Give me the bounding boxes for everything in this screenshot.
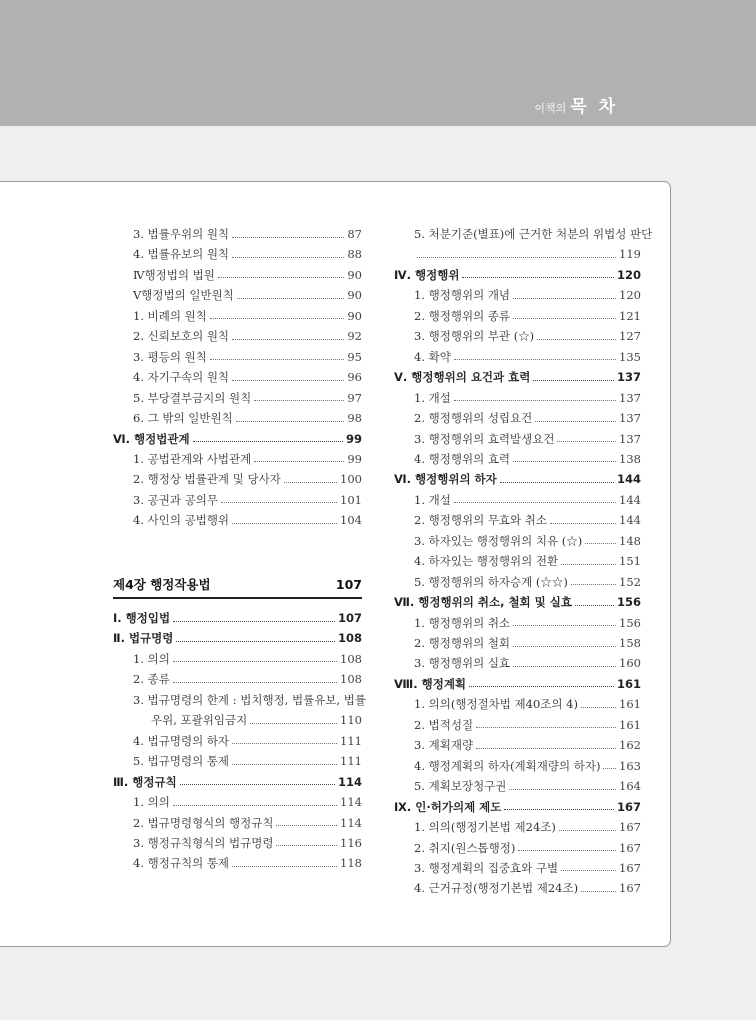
toc-dot-leader bbox=[469, 686, 614, 687]
toc-entry bbox=[113, 649, 362, 669]
toc-entry bbox=[113, 367, 362, 387]
toc-entry-page: 110 bbox=[340, 713, 362, 728]
toc-entry-label: 1. 의의 bbox=[133, 795, 170, 810]
toc-entry bbox=[394, 551, 641, 571]
toc-entry-label: 우위, 포괄위임금지 bbox=[151, 713, 248, 728]
toc-dot-leader bbox=[513, 666, 616, 667]
toc-entry-page: 167 bbox=[619, 820, 641, 835]
toc-entry-label: 5. 계획보장청구권 bbox=[414, 779, 507, 794]
toc-entry bbox=[394, 613, 641, 633]
toc-dot-leader bbox=[535, 421, 616, 422]
toc-entry-page: 167 bbox=[616, 799, 641, 814]
toc-entry bbox=[394, 858, 641, 878]
toc-entry-page: 137 bbox=[619, 411, 641, 426]
toc-entry-label: Ⅳ행정법의 법원 bbox=[133, 267, 215, 282]
toc-entry-label: Ⅶ. 행정행위의 취소, 철회 및 실효 bbox=[394, 595, 572, 610]
toc-dot-leader bbox=[559, 830, 616, 831]
toc-entry-page: 104 bbox=[340, 513, 362, 528]
toc-dot-leader bbox=[585, 543, 616, 544]
toc-entry-label: 2. 법적성질 bbox=[414, 717, 474, 732]
toc-dot-leader bbox=[232, 339, 344, 340]
toc-dot-leader bbox=[173, 805, 337, 806]
toc-entry bbox=[394, 326, 641, 346]
toc-entry-page: 90 bbox=[347, 267, 362, 282]
toc-entry-label: Ⅴ. 행정행위의 요건과 효력 bbox=[394, 370, 531, 385]
toc-dot-leader bbox=[236, 421, 345, 422]
toc-entry-page: 156 bbox=[619, 615, 641, 630]
toc-dot-leader bbox=[232, 743, 337, 744]
toc-dot-leader bbox=[513, 298, 616, 299]
toc-dot-leader bbox=[557, 441, 616, 442]
toc-entry bbox=[394, 633, 641, 653]
toc-entry bbox=[394, 347, 641, 367]
toc-dot-leader bbox=[193, 441, 343, 442]
toc-entry-label: 4. 자기구속의 원칙 bbox=[133, 370, 230, 385]
toc-entry-page: 98 bbox=[347, 411, 362, 426]
toc-entry-label: Ⅵ. 행정행위의 하자 bbox=[394, 472, 497, 487]
toc-section-entry bbox=[394, 797, 641, 817]
toc-dot-leader bbox=[550, 523, 616, 524]
toc-entry-label: 3. 행정행위의 효력발생요건 bbox=[414, 431, 555, 446]
toc-entry bbox=[394, 408, 641, 428]
toc-section-entry bbox=[394, 592, 641, 612]
toc-entry-label: 4. 확약 bbox=[414, 349, 451, 364]
toc-entry-label: 1. 개설 bbox=[414, 390, 451, 405]
toc-entry-label: 4. 행정행위의 효력 bbox=[414, 451, 511, 466]
toc-dot-leader bbox=[250, 723, 337, 724]
toc-section-entry bbox=[113, 608, 362, 628]
toc-entry-page: 119 bbox=[619, 247, 641, 262]
toc-entry-label: 3. 행정행위의 실효 bbox=[414, 656, 511, 671]
toc-entry-page: 108 bbox=[340, 672, 362, 687]
header-main-title: 목 차 bbox=[570, 97, 618, 117]
toc-entry bbox=[113, 490, 362, 510]
toc-dot-leader bbox=[232, 764, 337, 765]
toc-entry bbox=[113, 449, 362, 469]
toc-dot-leader bbox=[561, 564, 616, 565]
toc-dot-leader bbox=[513, 461, 616, 462]
toc-entry-label: 3. 법률우위의 원칙 bbox=[133, 227, 230, 241]
toc-entry-label: Ⅴ행정법의 일반원칙 bbox=[133, 288, 234, 303]
toc-entry-label: 2. 신뢰보호의 원칙 bbox=[133, 329, 230, 344]
toc-entry-label: 4. 사인의 공법행위 bbox=[133, 513, 230, 528]
toc-entry-page: 92 bbox=[347, 329, 362, 344]
toc-dot-leader bbox=[513, 646, 616, 647]
toc-dot-leader bbox=[276, 845, 337, 846]
toc-entry-label: 4. 법률유보의 원칙 bbox=[133, 247, 230, 262]
toc-section-entry bbox=[394, 469, 641, 489]
toc-entry-page: 161 bbox=[619, 717, 641, 732]
toc-dot-leader bbox=[284, 482, 337, 483]
toc-entry-page: 167 bbox=[619, 860, 641, 875]
toc-entry-label: 3. 행정규칙형식의 법규명령 bbox=[133, 835, 274, 850]
toc-entry-page: 114 bbox=[340, 815, 362, 830]
toc-dot-leader bbox=[232, 380, 344, 381]
toc-entry-page: 90 bbox=[347, 308, 362, 323]
toc-entry bbox=[394, 531, 641, 551]
toc-entry-page: 162 bbox=[619, 738, 641, 753]
toc-section-entry bbox=[394, 674, 641, 694]
toc-dot-leader bbox=[417, 257, 616, 258]
toc-entry-label: 3. 계획재량 bbox=[414, 738, 474, 753]
toc-entry bbox=[394, 715, 641, 735]
toc-entry-page: 137 bbox=[619, 390, 641, 405]
toc-entry bbox=[113, 792, 362, 812]
chapter-heading bbox=[113, 573, 362, 595]
toc-entry-label: 1. 의의 bbox=[133, 651, 170, 666]
toc-entry-label: 3. 행정행위의 부관 (☆) bbox=[414, 329, 535, 344]
toc-entry-label: 2. 행정행위의 철회 bbox=[414, 636, 511, 650]
toc-entry-label: 4. 근거규정(행정기본법 제24조) bbox=[414, 881, 579, 896]
toc-dot-leader bbox=[276, 825, 337, 826]
toc-entry-page: 96 bbox=[347, 370, 362, 385]
toc-section-entry bbox=[113, 628, 362, 648]
toc-entry-label: 1. 행정행위의 개념 bbox=[414, 288, 511, 303]
chapter-title: 제4장 행정작용법 bbox=[113, 577, 211, 592]
toc-entry-page: 116 bbox=[340, 835, 362, 850]
toc-dot-leader bbox=[210, 359, 345, 360]
toc-entry bbox=[394, 756, 641, 776]
toc-entry-page: 164 bbox=[619, 779, 641, 794]
toc-entry-label: 5. 행정행위의 하자승계 (☆☆) bbox=[414, 574, 568, 589]
toc-dot-leader bbox=[210, 318, 345, 319]
toc-entry bbox=[113, 813, 362, 833]
toc-dot-leader bbox=[575, 605, 614, 606]
toc-dot-leader bbox=[504, 809, 614, 810]
toc-entry-label: 3. 행정계획의 집중효와 구별 bbox=[414, 860, 559, 875]
toc-entry bbox=[394, 878, 641, 898]
toc-entry bbox=[394, 776, 641, 796]
toc-entry bbox=[113, 731, 362, 751]
toc-dot-leader bbox=[518, 850, 616, 851]
toc-entry bbox=[394, 653, 641, 673]
toc-entry-label: 1. 행정행위의 취소 bbox=[414, 615, 511, 630]
toc-dot-leader bbox=[581, 891, 616, 892]
toc-dot-leader bbox=[254, 400, 344, 401]
toc-dot-leader bbox=[232, 523, 337, 524]
toc-entry-page: 88 bbox=[347, 247, 362, 262]
toc-dot-leader bbox=[581, 707, 616, 708]
toc-entry bbox=[113, 690, 366, 710]
toc-dot-leader bbox=[454, 400, 616, 401]
toc-entry-label: 1. 의의(행정절차법 제40조의 4) bbox=[414, 697, 578, 712]
toc-entry-page: 151 bbox=[619, 554, 641, 569]
toc-dot-leader bbox=[232, 257, 344, 258]
toc-entry bbox=[113, 510, 362, 530]
toc-entry-label: 5. 처분기준(별표)에 근거한 처분의 위법성 판단 bbox=[414, 227, 653, 241]
toc-entry-label: Ⅲ. 행정규칙 bbox=[113, 774, 177, 789]
toc-entry bbox=[394, 510, 641, 530]
toc-dot-leader bbox=[173, 661, 337, 662]
toc-dot-leader bbox=[571, 584, 616, 585]
toc-entry-label: Ⅷ. 행정계획 bbox=[394, 676, 467, 691]
toc-entry bbox=[394, 449, 641, 469]
toc-entry-label: Ⅱ. 법규명령 bbox=[113, 631, 174, 646]
toc-entry-page: 108 bbox=[340, 651, 362, 666]
toc-entry-page: 156 bbox=[616, 595, 641, 610]
toc-entry bbox=[113, 388, 362, 408]
toc-entry bbox=[394, 388, 641, 408]
toc-entry-page: 100 bbox=[340, 472, 362, 487]
toc-entry-label: 2. 행정상 법률관계 및 당사자 bbox=[133, 472, 281, 487]
toc-dot-leader bbox=[232, 237, 344, 238]
toc-entry-label: 4. 행정규칙의 통제 bbox=[133, 856, 230, 871]
chapter-page: 107 bbox=[335, 576, 362, 592]
toc-entry bbox=[394, 838, 641, 858]
toc-entry-page: 137 bbox=[619, 431, 641, 446]
toc-dot-leader bbox=[173, 682, 337, 683]
toc-entry bbox=[113, 710, 362, 730]
toc-dot-leader bbox=[218, 277, 345, 278]
toc-entry-page: 144 bbox=[619, 492, 641, 507]
header-prefix: 이책의 bbox=[534, 102, 567, 115]
toc-entry-label: 1. 의의(행정기본법 제24조) bbox=[414, 820, 556, 835]
toc-dot-leader bbox=[180, 784, 335, 785]
toc-entry-label: 2. 법규명령형식의 행정규칙 bbox=[133, 815, 274, 830]
toc-entry bbox=[113, 469, 362, 489]
toc-dot-leader bbox=[176, 641, 335, 642]
toc-entry-label: 2. 행정행위의 무효와 취소 bbox=[414, 513, 548, 528]
toc-entry-page: 127 bbox=[619, 329, 641, 344]
toc-entry-label: 1. 비례의 원칙 bbox=[133, 308, 207, 323]
toc-entry bbox=[394, 306, 641, 326]
toc-entry bbox=[113, 751, 362, 771]
toc-entry-label: 4. 법규명령의 하자 bbox=[133, 733, 230, 748]
toc-entry bbox=[113, 853, 362, 873]
toc-entry-page: 135 bbox=[619, 349, 641, 364]
chapter-underline bbox=[113, 597, 362, 599]
toc-entry-page: 118 bbox=[340, 856, 362, 871]
toc-dot-leader bbox=[500, 482, 614, 483]
toc-entry-page: 167 bbox=[619, 840, 641, 855]
toc-entry-page: 111 bbox=[340, 733, 362, 748]
toc-section-entry bbox=[113, 772, 362, 792]
toc-entry bbox=[113, 669, 362, 689]
toc-entry-page: 152 bbox=[619, 574, 641, 589]
toc-entry-page: 161 bbox=[616, 676, 641, 691]
toc-entry-label: 2. 종류 bbox=[133, 672, 170, 687]
toc-entry-page: 107 bbox=[337, 611, 362, 625]
toc-dot-leader bbox=[454, 359, 616, 360]
toc-entry bbox=[394, 694, 641, 714]
toc-entry-label: 3. 하자있는 행정행위의 치유 (☆) bbox=[414, 533, 583, 548]
toc-dot-leader bbox=[454, 502, 616, 503]
toc-entry-page: 161 bbox=[619, 697, 641, 712]
toc-entry bbox=[394, 490, 641, 510]
toc-entry-label: Ⅵ. 행정법관계 bbox=[113, 431, 190, 446]
toc-entry bbox=[394, 285, 641, 305]
toc-entry-page: 160 bbox=[619, 656, 641, 671]
toc-dot-leader bbox=[513, 318, 616, 319]
toc-section-entry bbox=[113, 429, 362, 449]
toc-entry-page: 90 bbox=[347, 288, 362, 303]
page-header-band bbox=[0, 0, 756, 126]
toc-entry-page: 121 bbox=[619, 308, 641, 323]
toc-entry bbox=[113, 326, 362, 346]
toc-entry-label: 6. 그 밖의 일반원칙 bbox=[133, 411, 233, 426]
toc-dot-leader bbox=[561, 870, 616, 871]
toc-entry-label: 5. 법규명령의 통제 bbox=[133, 754, 230, 769]
header-title bbox=[534, 92, 618, 117]
toc-entry-page: 99 bbox=[347, 451, 362, 466]
toc-entry-page: 111 bbox=[340, 754, 362, 769]
toc-entry-page: 167 bbox=[619, 881, 641, 896]
toc-dot-leader bbox=[462, 277, 614, 278]
toc-section-entry bbox=[394, 265, 641, 285]
toc-entry-page: 138 bbox=[619, 451, 641, 466]
toc-dot-leader bbox=[254, 461, 344, 462]
toc-entry-page: 144 bbox=[616, 472, 641, 487]
toc-entry-page: 114 bbox=[340, 795, 362, 810]
toc-entry-label: 1. 공법관계와 사법관계 bbox=[133, 451, 252, 466]
toc-entry-page: 137 bbox=[616, 370, 641, 385]
toc-entry-label: Ⅳ. 행정행위 bbox=[394, 267, 460, 282]
toc-entry bbox=[113, 244, 362, 264]
toc-entry-label: 2. 행정행위의 종류 bbox=[414, 308, 511, 323]
toc-entry-label: 3. 공권과 공의무 bbox=[133, 492, 218, 507]
toc-dot-leader bbox=[533, 380, 614, 381]
toc-entry-label: 5. 부당결부금지의 원칙 bbox=[133, 390, 252, 405]
toc-entry-label: 4. 행정계획의 하자(계획재량의 하자) bbox=[414, 758, 601, 773]
toc-entry-page: 114 bbox=[337, 774, 362, 789]
toc-entry-label: 3. 법규명령의 한계 : 법치행정, 법률유보, 법률 bbox=[133, 692, 366, 707]
toc-dot-leader bbox=[221, 502, 337, 503]
toc-entry-page: 95 bbox=[347, 349, 362, 364]
toc-dot-leader bbox=[509, 789, 616, 790]
toc-dot-leader bbox=[476, 748, 616, 749]
toc-entry bbox=[113, 265, 362, 285]
toc-dot-leader bbox=[173, 621, 335, 622]
toc-entry-label: 3. 평등의 원칙 bbox=[133, 349, 207, 364]
toc-entry bbox=[113, 833, 362, 853]
toc-entry-label: 1. 개설 bbox=[414, 492, 451, 507]
toc-dot-leader bbox=[513, 625, 616, 626]
toc-entry bbox=[113, 408, 362, 428]
toc-entry bbox=[113, 224, 362, 244]
toc-entry bbox=[394, 224, 653, 244]
toc-entry-page: 108 bbox=[337, 631, 362, 646]
toc-entry bbox=[394, 572, 641, 592]
toc-dot-leader bbox=[476, 727, 616, 728]
toc-entry-label: 2. 취지(원스톱행정) bbox=[414, 840, 516, 855]
toc-entry bbox=[394, 429, 641, 449]
toc-entry-page: 120 bbox=[619, 288, 641, 303]
toc-entry bbox=[394, 817, 641, 837]
toc-entry-label: Ⅰ. 행정입법 bbox=[113, 611, 171, 625]
toc-entry-page: 101 bbox=[340, 492, 362, 507]
toc-dot-leader bbox=[232, 866, 337, 867]
toc-entry bbox=[113, 285, 362, 305]
toc-entry bbox=[394, 735, 641, 755]
toc-entry-page: 158 bbox=[619, 636, 641, 650]
toc-entry-page: 120 bbox=[616, 267, 641, 282]
toc-entry-page: 97 bbox=[347, 390, 362, 405]
toc-entry-page: 163 bbox=[619, 758, 641, 773]
toc-section-entry bbox=[394, 367, 641, 387]
toc-entry-page: 148 bbox=[619, 533, 641, 548]
toc-dot-leader bbox=[603, 768, 616, 769]
toc-entry-label: 2. 행정행위의 성립요건 bbox=[414, 411, 533, 426]
toc-entry-page: 144 bbox=[619, 513, 641, 528]
toc-dot-leader bbox=[537, 339, 616, 340]
toc-entry-label: Ⅸ. 인·허가의제 제도 bbox=[394, 799, 502, 814]
toc-entry-page: 87 bbox=[347, 227, 362, 241]
toc-entry bbox=[394, 244, 641, 264]
toc-entry-page: 99 bbox=[345, 431, 362, 446]
toc-entry bbox=[113, 306, 362, 326]
toc-dot-leader bbox=[237, 298, 345, 299]
toc-entry bbox=[113, 347, 362, 367]
toc-entry-label: 4. 하자있는 행정행위의 전환 bbox=[414, 554, 559, 569]
